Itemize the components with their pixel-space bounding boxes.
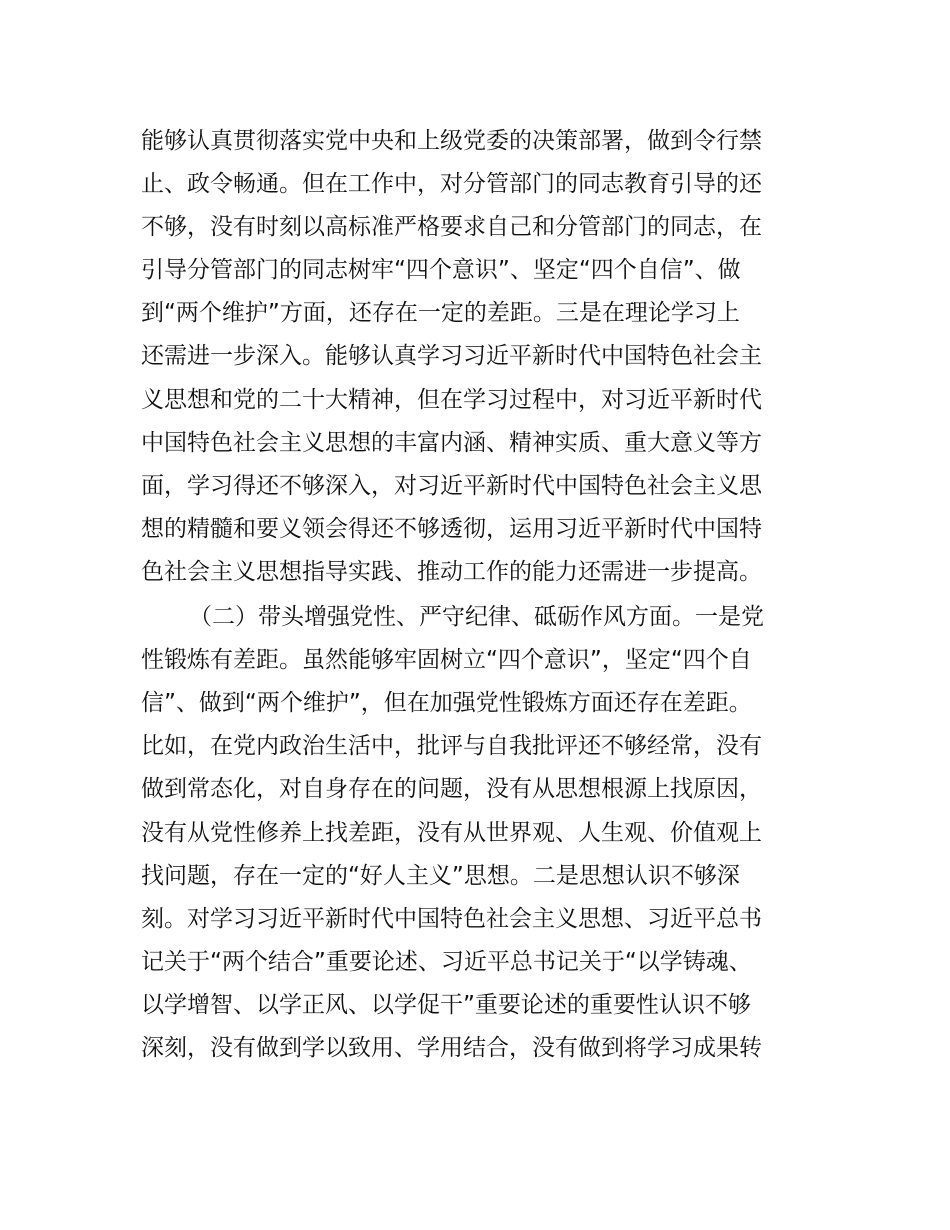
text-line: 没有从党性修养上找差距，没有从世界观、人生观、价值观上 bbox=[141, 819, 762, 846]
text-line: 引导分管部门的同志树牢“四个意识”、坚定“四个自信”、做 bbox=[141, 257, 741, 284]
text-line: 还需进一步深入。能够认真学习习近平新时代中国特色社会主 bbox=[141, 343, 762, 370]
text-line: 止、政令畅通。但在工作中，对分管部门的同志教育引导的还 bbox=[141, 171, 762, 198]
paragraph-1 bbox=[141, 120, 821, 594]
text-line: 比如，在党内政治生活中，批评与自我批评还不够经常，没有 bbox=[141, 733, 762, 760]
text-line: 色社会主义思想指导实践、推动工作的能力还需进一步提高。 bbox=[141, 558, 762, 585]
text-line: 想的精髓和要义领会得还不够透彻，运用习近平新时代中国特 bbox=[141, 515, 762, 542]
text-line: 信”、做到“两个维护”，但在加强党性锻炼方面还存在差距。 bbox=[141, 690, 752, 717]
text-line: 义思想和党的二十大精神，但在学习过程中，对习近平新时代 bbox=[141, 386, 762, 413]
text-line: 深刻，没有做到学以致用、学用结合，没有做到将学习成果转 bbox=[141, 1034, 762, 1061]
text-line: 刻。对学习习近平新时代中国特色社会主义思想、习近平总书 bbox=[141, 905, 762, 932]
text-line: 中国特色社会主义思想的丰富内涵、精神实质、重大意义等方 bbox=[141, 429, 762, 456]
text-line: 性锻炼有差距。虽然能够牢固树立“四个意识”，坚定“四个自 bbox=[141, 647, 752, 674]
text-line: 找问题，存在一定的“好人主义”思想。二是思想认识不够深 bbox=[141, 862, 740, 889]
text-line: 面，学习得还不够深入，对习近平新时代中国特色社会主义思 bbox=[141, 472, 762, 499]
text-line: （二）带头增强党性、严守纪律、砥砺作风方面。一是党 bbox=[189, 604, 764, 631]
text-line: 记关于“两个结合”重要论述、习近平总书记关于“以学铸魂、 bbox=[141, 948, 752, 975]
paragraph-2 bbox=[141, 596, 821, 1070]
text-line: 以学增智、以学正风、以学促干”重要论述的重要性认识不够 bbox=[141, 991, 751, 1018]
body-text bbox=[141, 120, 821, 1070]
text-line: 做到常态化，对自身存在的问题，没有从思想根源上找原因， bbox=[141, 776, 762, 803]
text-line: 能够认真贯彻落实党中央和上级党委的决策部署，做到令行禁 bbox=[141, 128, 762, 154]
text-line: 到“两个维护”方面，还存在一定的差距。三是在理论学习上 bbox=[141, 300, 740, 327]
text-line: 不够，没有时刻以高标准严格要求自己和分管部门的同志，在 bbox=[141, 214, 762, 241]
